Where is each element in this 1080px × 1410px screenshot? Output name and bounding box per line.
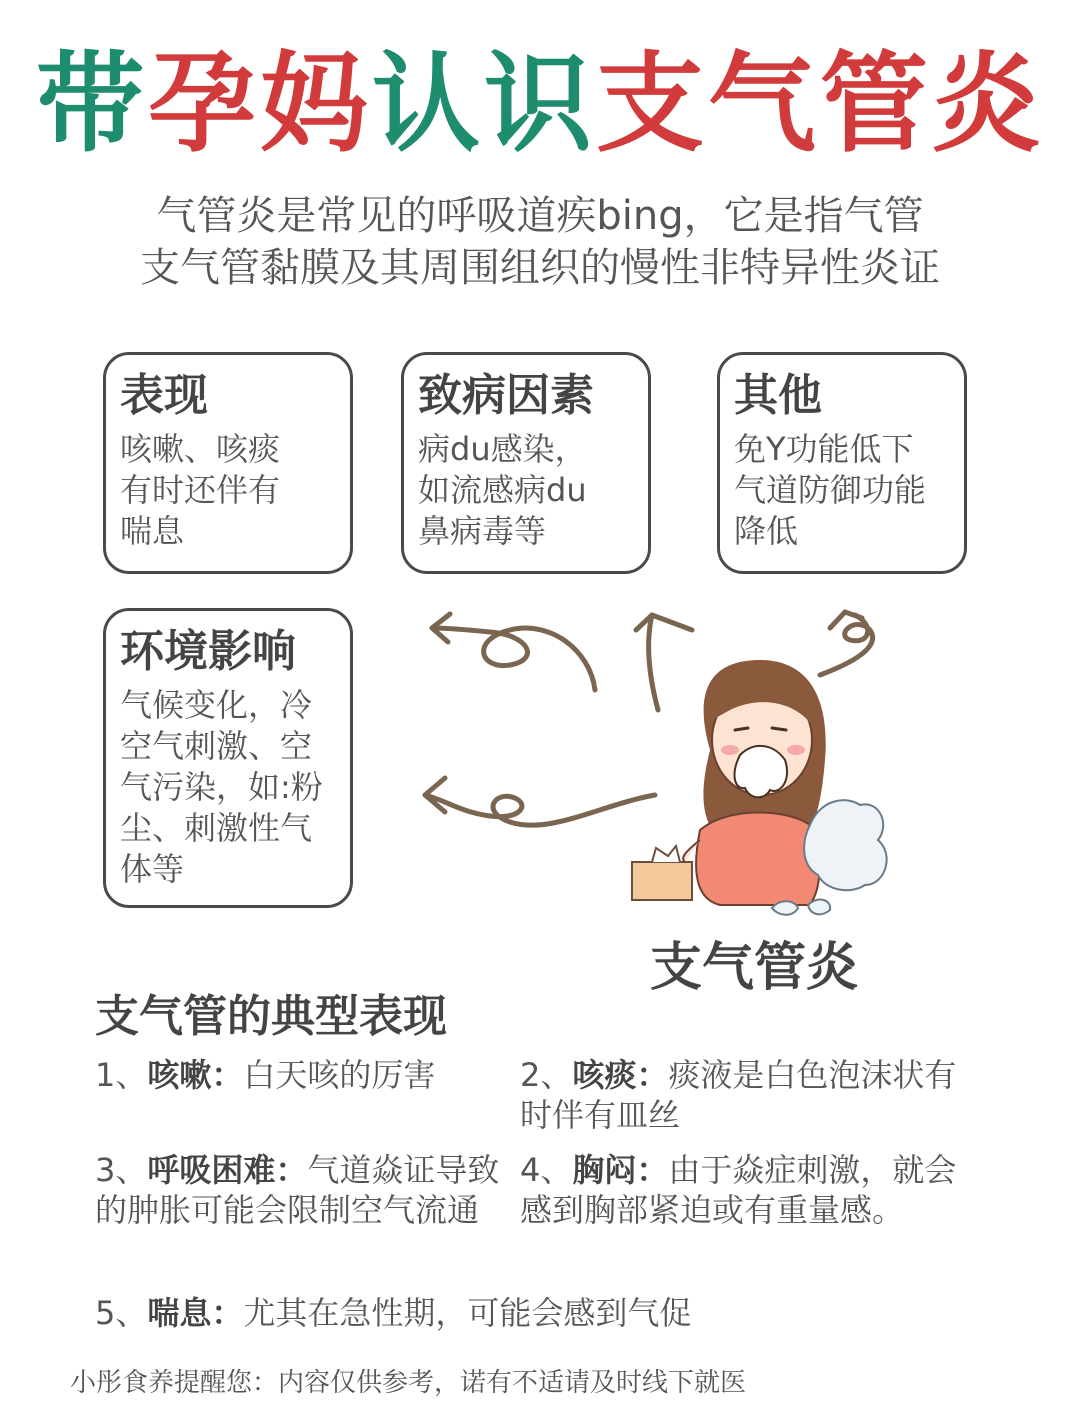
footer-disclaimer: 小彤食养提醒您：内容仅供参考，诺有不适请及时线下就医 <box>70 1368 747 1398</box>
card-title: 表现 <box>120 370 208 421</box>
intro-line-2: 支气管黏膜及其周围组织的慢性非特异性炎证 <box>140 245 940 291</box>
illustration-caption: 支气管炎 <box>650 938 859 998</box>
card-title: 环境影响 <box>120 626 296 677</box>
item-text: 痰液是白色泡沫状有时伴有皿丝 <box>520 1056 957 1134</box>
card-other <box>717 352 967 574</box>
tissue-box-icon <box>632 846 692 900</box>
card-text: 气候变化，冷 空气刺激、空 气污染，如:粉 尘、刺激性气 体等 <box>120 686 323 888</box>
intro-line-1: 气管炎是常见的呼吸道疾bing，它是指气管 <box>156 193 924 239</box>
item-label: 咳嗽： <box>147 1056 244 1094</box>
item-text: 尤其在急性期，可能会感到气促 <box>243 1294 692 1332</box>
card-title: 致病因素 <box>418 370 594 421</box>
item-label: 呼吸困难： <box>147 1151 308 1189</box>
section-title: 支气管的典型表现 <box>95 991 447 1042</box>
sick-woman-illustration <box>400 590 920 930</box>
list-item <box>520 1055 980 1135</box>
item-label: 咳痰： <box>572 1056 669 1094</box>
item-text: 气道焱证导致的肿胀可能会限制空气流通 <box>95 1151 500 1229</box>
title-part-1: 带 <box>35 42 148 167</box>
item-number: 3、 <box>95 1151 148 1189</box>
title-part-2: 孕妈 <box>147 42 372 167</box>
card-environment <box>103 608 353 908</box>
item-label: 胸闷： <box>572 1151 669 1189</box>
item-text: 白天咳的厉害 <box>243 1056 436 1094</box>
item-number: 5、 <box>95 1294 148 1332</box>
list-item <box>95 1055 495 1095</box>
item-number: 1、 <box>95 1056 148 1094</box>
title-part-4: 支气管炎 <box>596 42 1045 167</box>
title-part-3: 认识 <box>372 42 597 167</box>
woman-icon <box>683 660 826 905</box>
card-symptoms <box>103 352 353 574</box>
intro-text <box>0 190 1080 294</box>
list-item <box>520 1150 980 1230</box>
list-item <box>95 1293 895 1333</box>
card-text: 病du感染， 如流感病du 鼻病毒等 <box>418 430 587 550</box>
card-causes <box>401 352 651 574</box>
card-text: 咳嗽、咳痰 有时还伴有 喘息 <box>120 430 281 550</box>
item-text: 由于焱症刺激，就会感到胸部紧迫或有重量感。 <box>520 1151 957 1229</box>
item-label: 喘息： <box>147 1294 244 1332</box>
list-item <box>95 1150 505 1230</box>
card-text: 免Y功能低下 气道防御功能 降低 <box>734 430 927 550</box>
card-title: 其他 <box>734 370 822 421</box>
item-number: 4、 <box>520 1151 573 1189</box>
page-title <box>0 40 1080 170</box>
item-number: 2、 <box>520 1056 573 1094</box>
